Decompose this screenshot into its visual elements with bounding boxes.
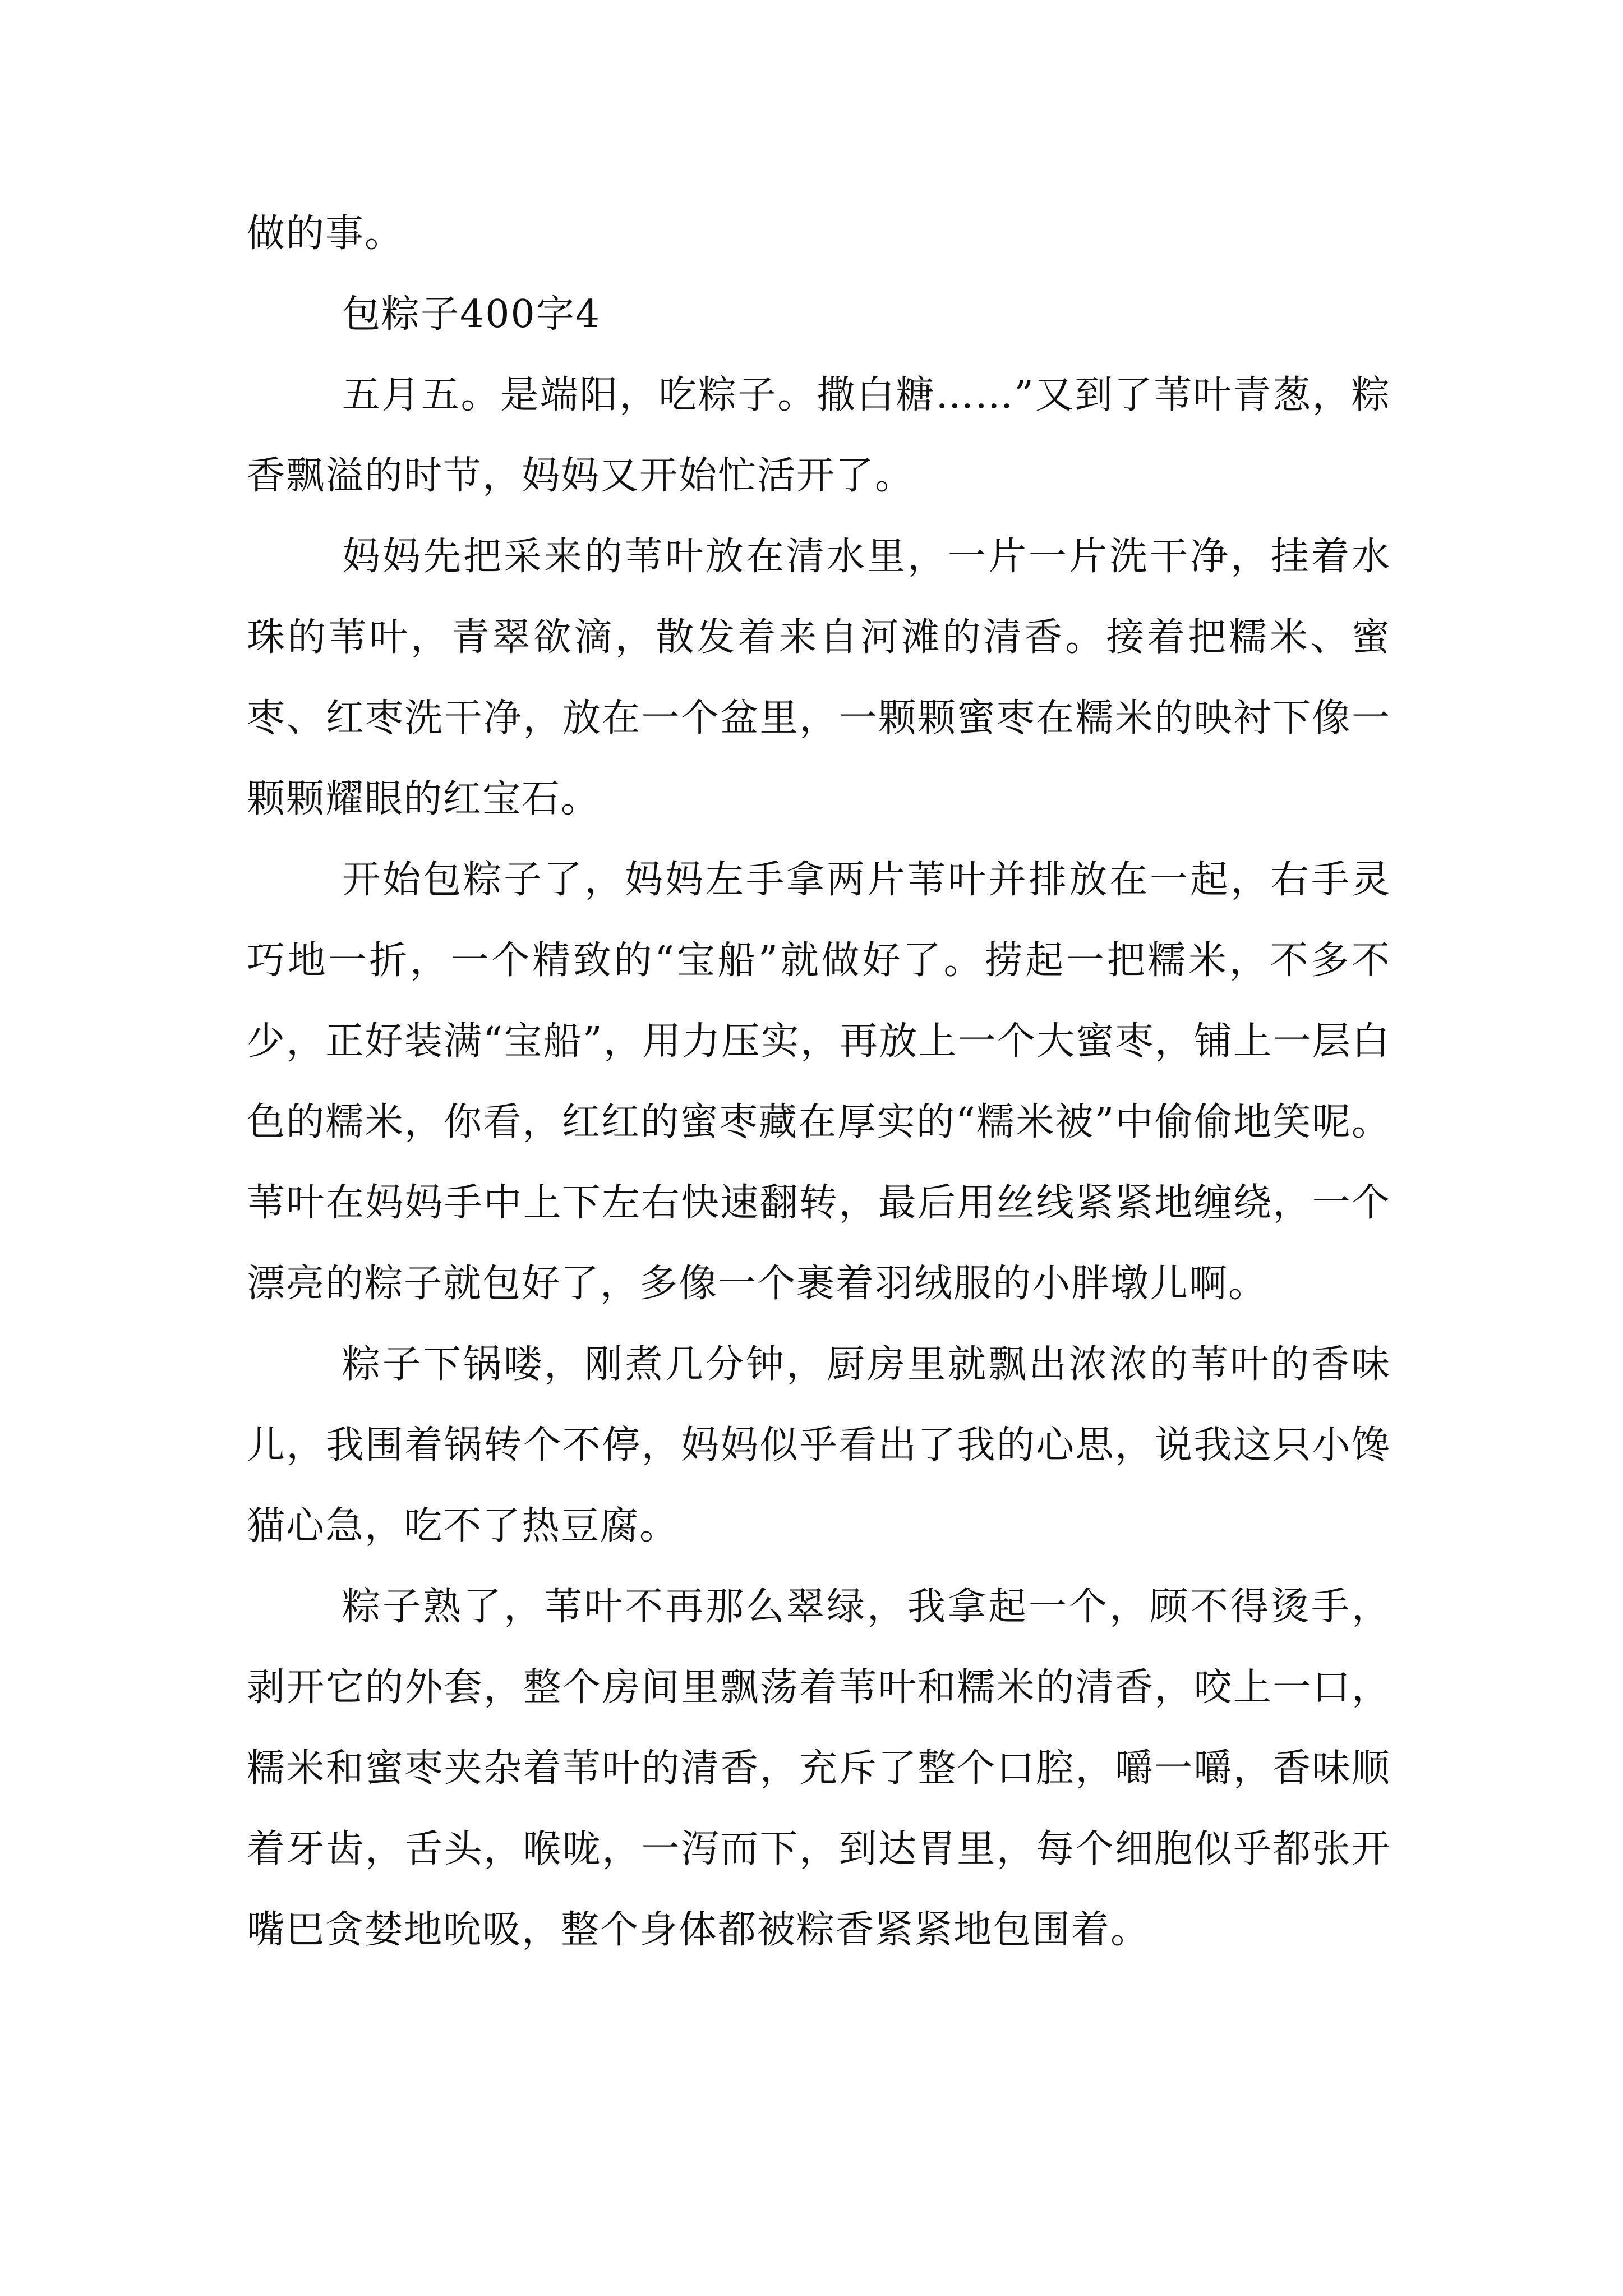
paragraph: 妈妈先把采来的苇叶放在清水里，一片一片洗干净，挂着水珠的苇叶，青翠欲滴，散发着来自河滩的清香。接着把糯米、蜜枣、红枣洗干净，放在一个盆里，一颗颗蜜枣在糯米的映衬下像一颗颗耀眼的红宝石。 xyxy=(247,535,1391,821)
paragraph: 粽子下锅喽，刚煮几分钟，厨房里就飘出浓浓的苇叶的香味儿，我围着锅转个不停，妈妈似乎看出了我的心思，说我这只小馋猫心急，吃不了热豆腐。 xyxy=(247,1342,1391,1548)
section-heading: 包粽子400字4 xyxy=(342,292,601,337)
paragraph: 粽子熟了，苇叶不再那么翠绿，我拿起一个，顾不得烫手，剥开它的外套，整个房间里飘荡着苇叶和糯米的清香，咬上一口，糯米和蜜枣夹杂着苇叶的清香，充斥了整个口腔，嚼一嚼，香味顺着牙齿，舌头，喉咙，一泻而下，到达胃里，每个细胞似乎都张开嘴巴贪婪地吮吸，整个身体都被粽香紧紧地包围着。 xyxy=(247,1585,1391,1952)
paragraph: 五月五。是端阳，吃粽子。撒白糖……”又到了苇叶青葱，粽香飘溢的时节，妈妈又开始忙活开了。 xyxy=(247,373,1391,498)
paragraph-continuation: 做的事。 xyxy=(247,211,404,256)
paragraph: 开始包粽子了，妈妈左手拿两片苇叶并排放在一起，右手灵巧地一折，一个精致的“宝船”就做好了。捞起一把糯米，不多不少，正好装满“宝船”，用力压实，再放上一个大蜜枣，铺上一层白色的糯米，你看，红红的蜜枣藏在厚实的“糯米被”中偷偷地笑呢。苇叶在妈妈手中上下左右快速翻转，最后用丝线紧紧地缠绕，一个漂亮的粽子就包好了，多像一个裹着羽绒服的小胖墩儿啊。 xyxy=(247,858,1391,1306)
document-body xyxy=(247,194,1391,1971)
